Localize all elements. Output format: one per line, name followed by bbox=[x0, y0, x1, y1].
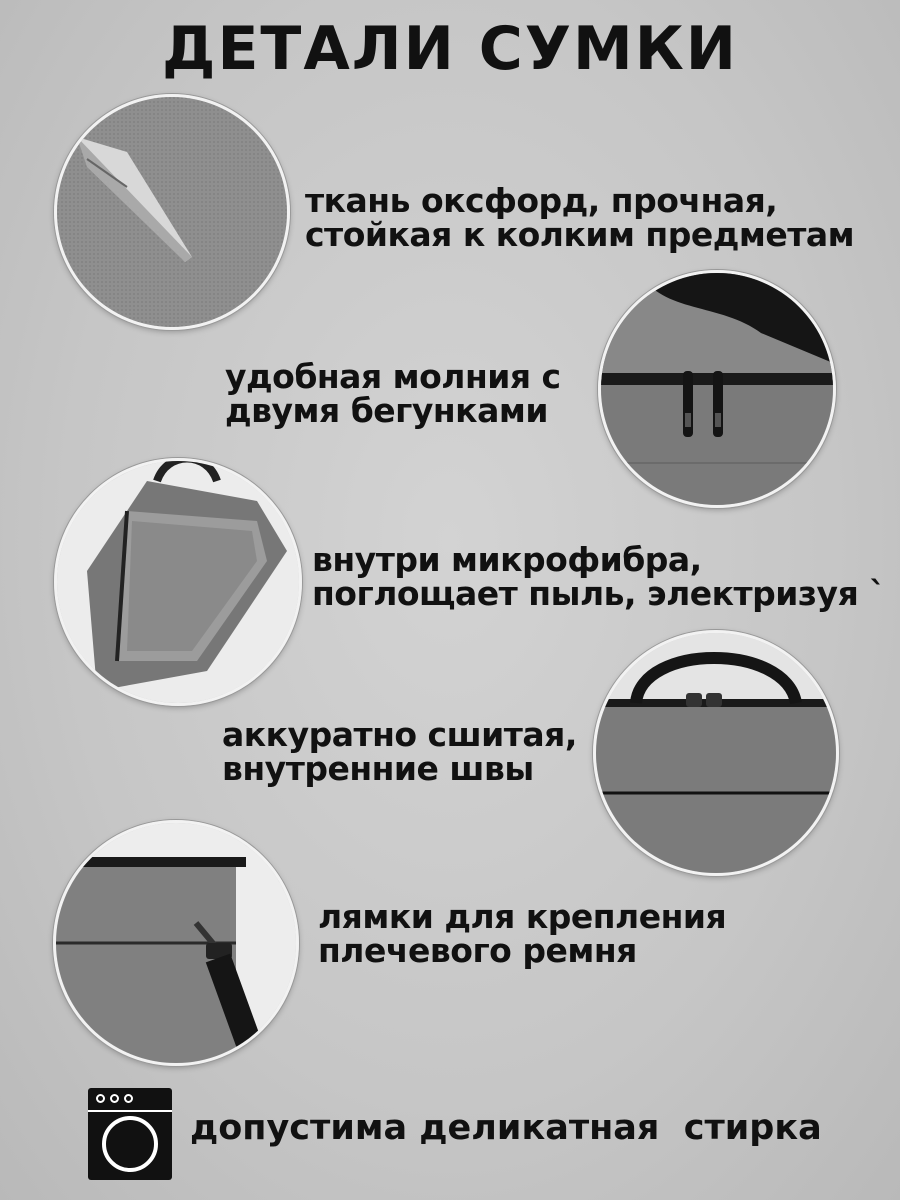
washing-machine-icon bbox=[88, 1088, 172, 1180]
strap-buckle-icon bbox=[56, 823, 296, 1063]
page-title: ДЕТАЛИ СУМКИ bbox=[162, 14, 738, 84]
double-zipper-icon bbox=[601, 273, 833, 505]
bag-seam-icon bbox=[596, 633, 836, 873]
feature-text-lining: внутри микрофибра, поглощает пыль, электризуя ` bbox=[312, 540, 886, 613]
care-instruction: допустима деликатная стирка bbox=[190, 1108, 822, 1148]
knife-on-fabric-icon bbox=[57, 97, 287, 327]
seam-photo bbox=[593, 630, 839, 876]
lining-photo bbox=[54, 458, 302, 706]
strap-photo bbox=[53, 820, 299, 1066]
feature-text-zipper: удобная молния с двумя бегунками bbox=[225, 357, 561, 430]
fabric-photo bbox=[54, 94, 290, 330]
feature-text-seams: аккуратно сшитая, внутренние швы bbox=[222, 715, 577, 788]
feature-text-straps: лямки для крепления плечевого ремня bbox=[318, 897, 727, 970]
open-bag-lining-icon bbox=[57, 461, 299, 703]
feature-text-fabric: ткань оксфорд, прочная, стойкая к колким предметам bbox=[305, 181, 855, 254]
zipper-photo bbox=[598, 270, 836, 508]
